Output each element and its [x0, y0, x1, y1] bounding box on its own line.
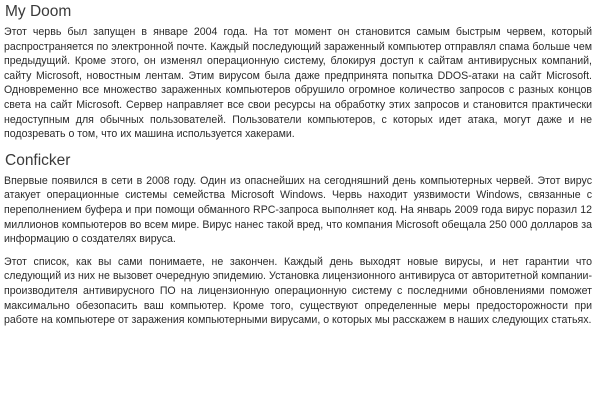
article [4, 0, 592, 328]
paragraph-conclusion: Этот список, как вы сами понимаете, не закончен. Каждый день выходят новые вирусы, и нет гарантии что следующий из них не вызовет очередную эпидемию. Установка лицензионного антивируса от авторитетной компании-производителя антивирусного ПО на лицензионную операционную систему с последними обновлениями поможет максимально обезопасить ваш компьютер. Кроме того, существуют определенные меры предосторожности при работе на компьютере от заражения компьютерными вирусами, о которых мы расскажем в наших следующих статьях. [4, 255, 592, 327]
section-title-conficker: Conficker [5, 151, 71, 169]
section-title-mydoom: My Doom [5, 3, 72, 20]
paragraph-conficker: Впервые появился в сети в 2008 году. Один из опаснейших на сегодняшний день компьютерных червей. Этот вирус атакует операционные системы семейства Microsoft Windows. Червь находит уязвимости Windows, связанные с переполнением буфера и при помощи обманного RPC-запроса выполняет код. На январь 2009 года вирус поразил 12 миллионов компьютеров во всем мире. Вирус нанес такой вред, что компания Microsoft обещала 250 000 долларов за информацию о создателях вируса. [4, 174, 592, 246]
paragraph-mydoom: Этот червь был запущен в январе 2004 года. На тот момент он становится самым быстрым червем, который распространяется по электронной почте. Каждый последующий зараженный компьютер отправлял спама больше чем предыдущий. Кроме этого, он изменял операционную систему, блокируя доступ к сайтам антивирусных компаний, сайту Microsoft, новостным лентам. Этим вирусом была даже предпринята попытка DDOS-атаки на сайт Microsoft. Одновременно все множество зараженных компьютеров обрушило огромное количество запросов с разных концов света на сайт Microsoft. Сервер направляет все свои ресурсы на обработку этих запросов и становится практически недоступным для обычных пользователей. Пользователи компьютеров, с которых идет атака, могут даже и не подозревать о том, что их машина используется хакерами. [4, 26, 592, 141]
